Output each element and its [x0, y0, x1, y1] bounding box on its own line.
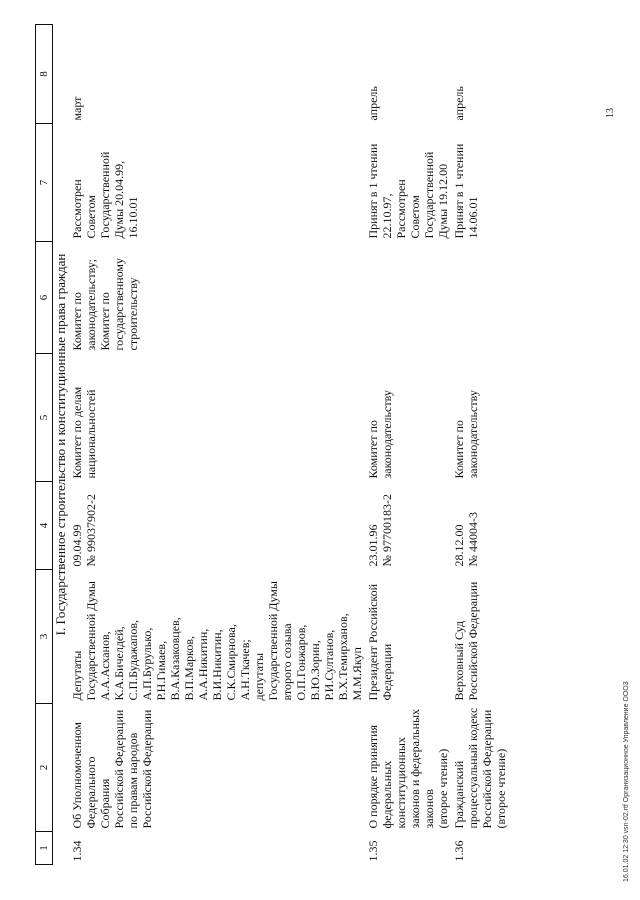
column-number: 3 — [36, 570, 53, 704]
bill-author: Верховный Суд Российской Федерации — [452, 581, 480, 701]
column-number: 2 — [36, 704, 53, 832]
table-row — [365, 25, 451, 865]
lead-committee: Комитет по законодательству — [452, 390, 480, 479]
row-number: 1.36 — [452, 840, 466, 862]
lead-committee: Комитет по делам национальностей — [70, 386, 98, 479]
section-title: I. Государственное строительство и конституционные права граждан — [53, 253, 68, 636]
co-committee — [451, 242, 509, 354]
section-row — [53, 25, 70, 865]
column-number: 7 — [36, 124, 53, 242]
page-number: 13 — [605, 108, 616, 118]
lead-committee: Комитет по законодательству — [366, 390, 394, 479]
footer-file-info: 16.01.02 12:30 vsn-02.rtf Организационное Управление ООО3 — [623, 681, 630, 882]
bill-status: Рассмотрен Советом Государственной Думы 20.04.99, 16.10.01 — [70, 151, 140, 239]
bill-title: О порядке принятия федеральных конституционных законов и федеральных законов (второе чтение) — [366, 708, 450, 829]
bill-date-number: 28.12.00 № 44004-3 — [452, 512, 480, 567]
column-number: 1 — [36, 832, 53, 865]
bill-title: Об Уполномоченном Федерального Собрания Российской Федерации по правам народов Российской Федерации — [70, 709, 154, 829]
table-row — [451, 25, 509, 865]
bill-author: Президент Российской Федерации — [366, 583, 394, 701]
bill-date-number: 23.01.96 № 97700183-2 — [366, 494, 394, 567]
column-number-row — [36, 25, 53, 865]
bill-status: Принят в 1 чтении 14.06.01 — [452, 143, 480, 239]
column-number: 6 — [36, 242, 53, 354]
bill-status: Принят в 1 чтении 22.10.97, Рассмотрен Советом Государственной Думы 19.12.00 — [366, 143, 450, 239]
co-committee: Комитет по законодательству; Комитет по государственному строительству — [70, 258, 140, 351]
legislation-table — [35, 24, 509, 865]
bill-title: Гражданский процессуальный кодекс Российской Федерации (второе чтение) — [452, 707, 508, 829]
bill-date-number: 09.04.99 № 99037902-2 — [70, 494, 98, 567]
planned-month: март — [70, 96, 84, 121]
column-number: 4 — [36, 482, 53, 570]
row-number: 1.35 — [366, 840, 380, 862]
planned-month: апрель — [366, 86, 380, 121]
column-number: 5 — [36, 354, 53, 482]
planned-month: апрель — [452, 86, 466, 121]
row-number: 1.34 — [70, 840, 84, 862]
bill-author: Депутаты Государственной Думы А.А.Асханов, К.А.Бичелдей, С.П.Будажапов, А.П.Бурулько, Р.Н.Гимаев, В.А.Казаковцев, В.П.Марков, А.А.Никитин, В.И.Никитин, С.К.Смирнова, А.Н.Ткачев; депутаты Государственной Думы второго созыва О.П.Гонжаров, В.Ю.Зорин, Р.И.Султанов, В.Х.Темирханов, М.М.Якуп — [70, 581, 364, 701]
co-committee — [365, 242, 451, 354]
column-number: 8 — [36, 25, 53, 124]
table-row — [69, 25, 365, 865]
